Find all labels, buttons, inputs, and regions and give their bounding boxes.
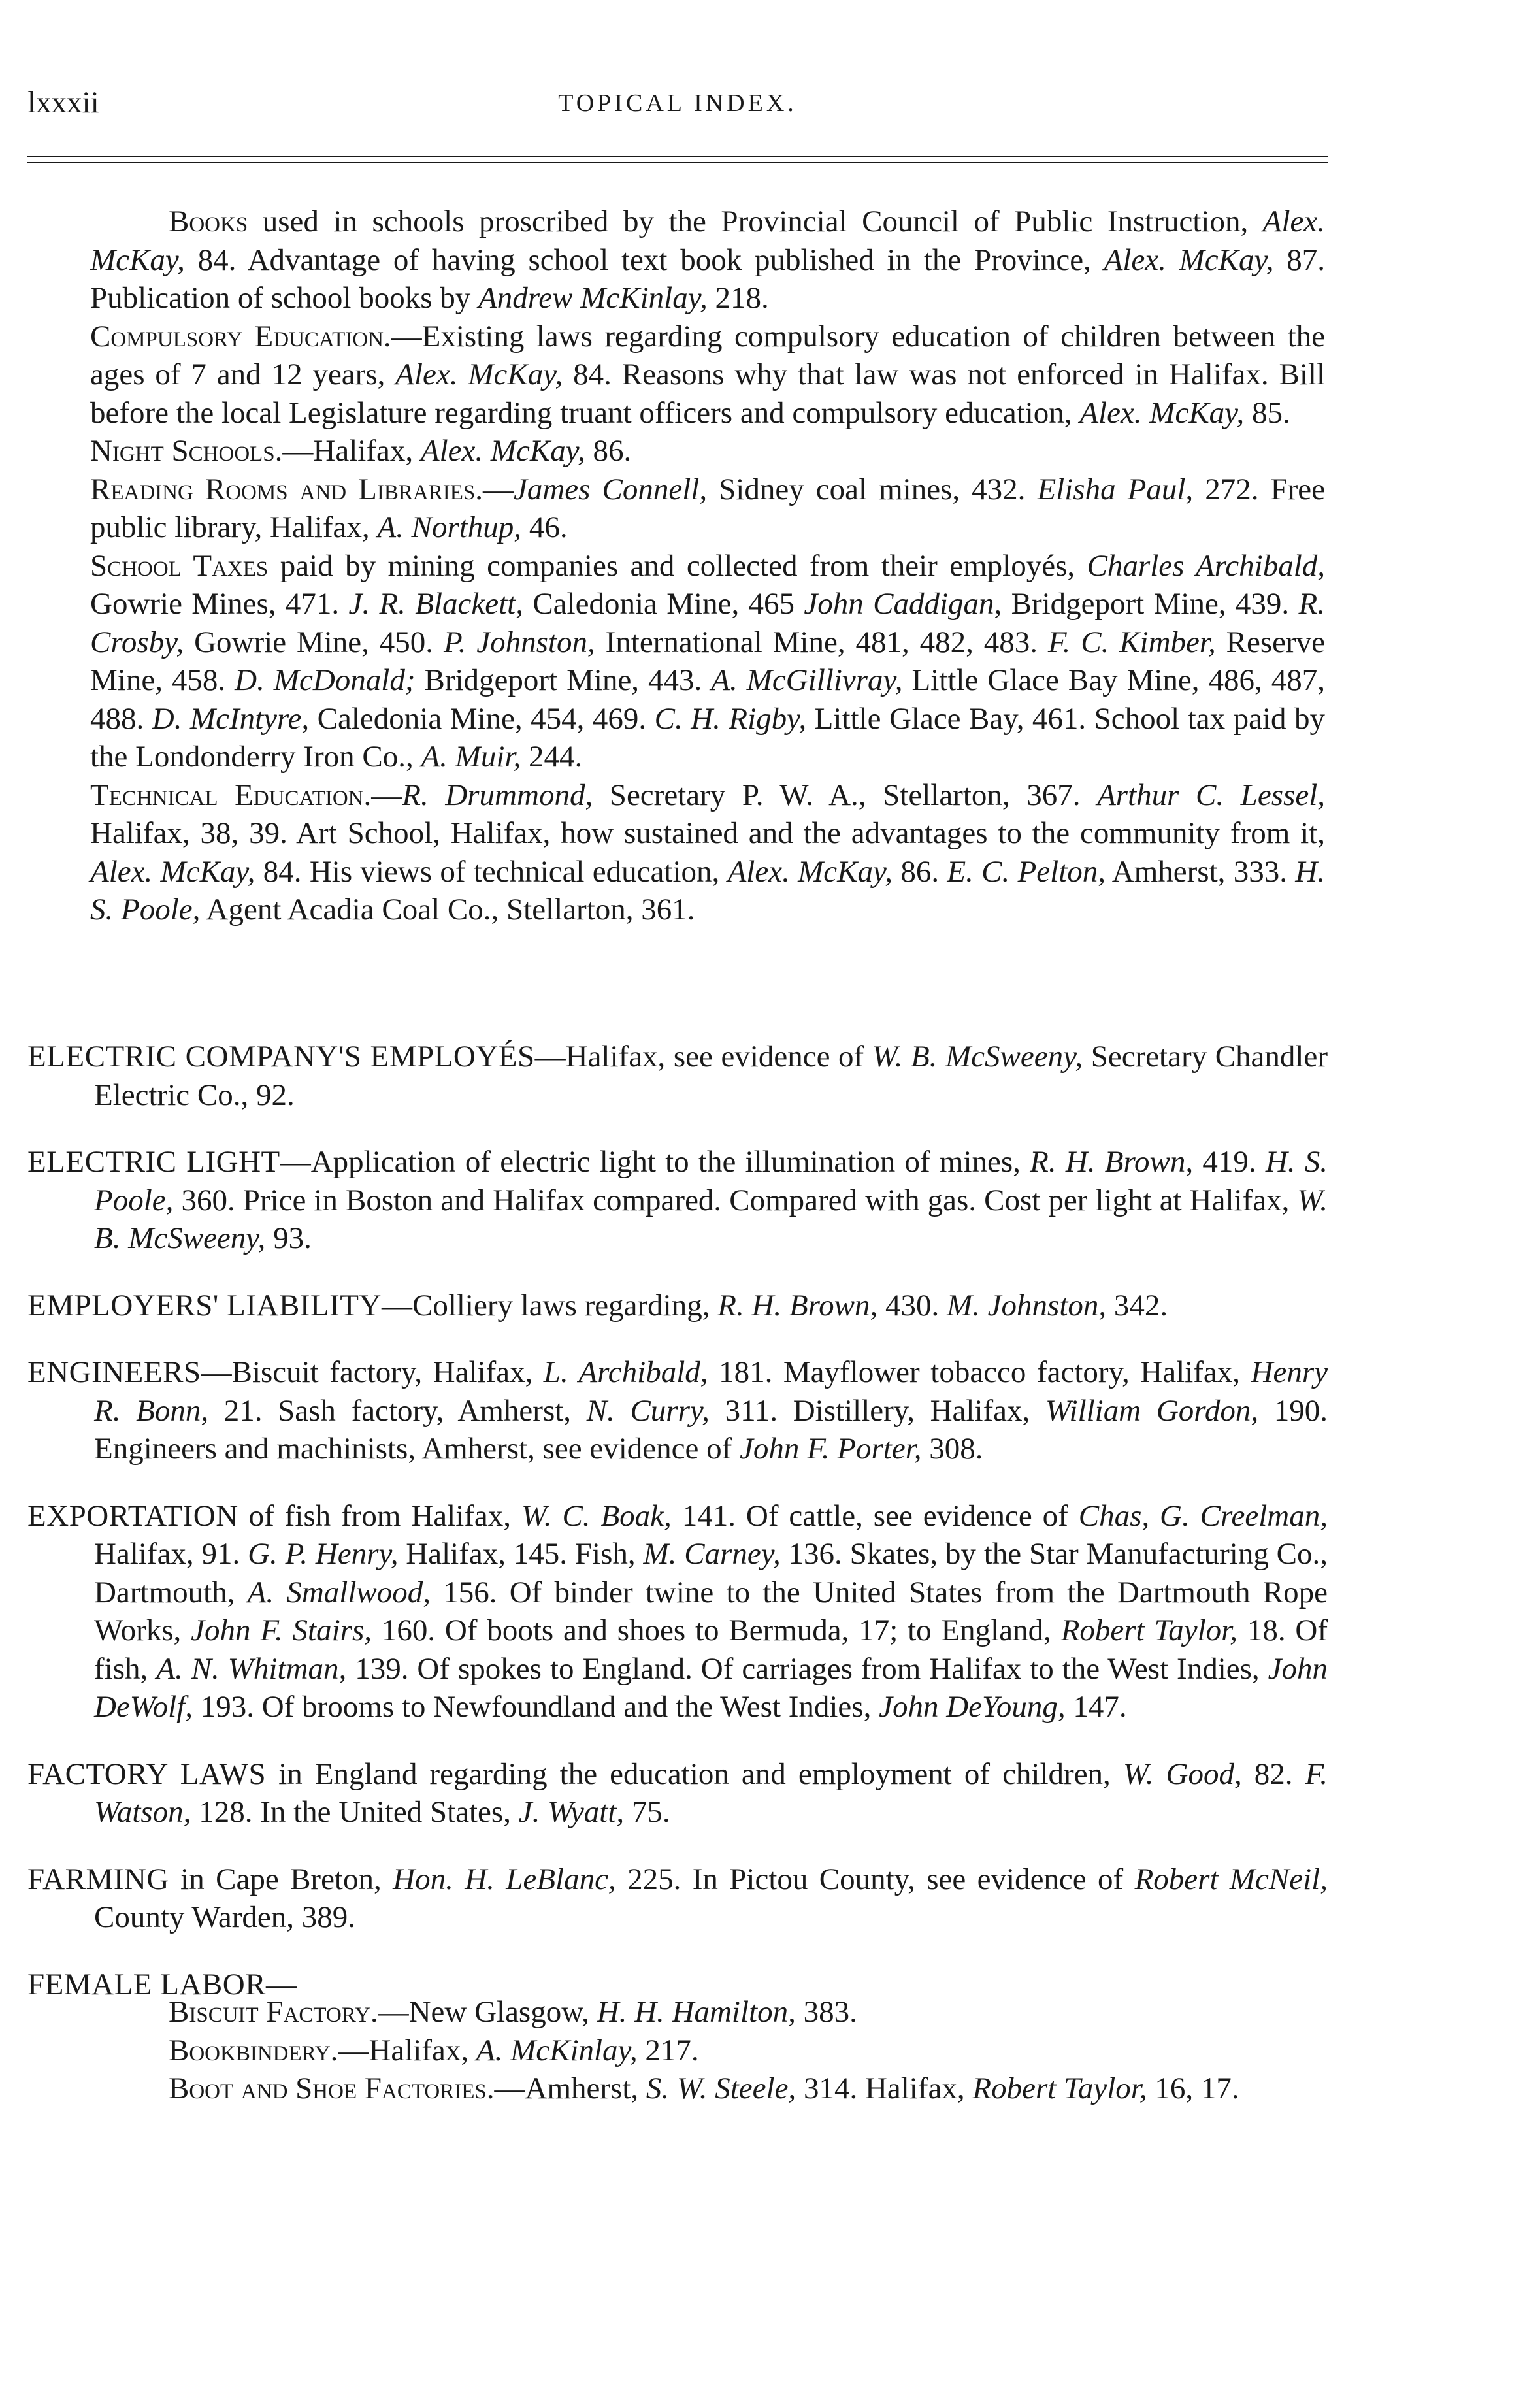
- female-labor-subentries: [90, 1993, 1325, 2108]
- education-subentries: [90, 203, 1325, 929]
- entry-exportation: EXPORTATION of fish from Halifax, W. C. Boak, 141. Of cattle, see evidence of Chas, G. Creelman, Halifax, 91. G. P. Henry, Halifax, 145. Fish, M. Carney, 136. Skates, by the Star Manufacturing Co., Dartmouth, A. Smallwood, 156. Of binder twine to the United States from the Dartmouth Rope Works, John F. Stairs, 160. Of boots and shoes to Bermuda, 17; to England, Robert Taylor, 18. Of fish, A. N. Whitman, 139. Of spokes to England. Of carriages from Halifax to the West Indies, John DeWolf, 193. Of brooms to Newfoundland and the West Indies, John DeYoung, 147.: [27, 1498, 1328, 1724]
- entry-employers-liability: EMPLOYERS' LIABILITY—Colliery laws regarding, R. H. Brown, 430. M. Johnston, 342.: [27, 1288, 1168, 1323]
- subentry-bookbindery: Bookbindery.—Halifax, A. McKinlay, 217.: [169, 2033, 699, 2068]
- entry-female-labor: FEMALE LABOR—: [27, 1967, 297, 2002]
- subentry-night-schools: Night Schools.—Halifax, Alex. McKay, 86.: [90, 434, 632, 468]
- page-header: [27, 85, 1328, 124]
- entry-engineers: ENGINEERS—Biscuit factory, Halifax, L. Archibald, 181. Mayflower tobacco factory, Halifax, Henry R. Bonn, 21. Sash factory, Amherst, N. Curry, 311. Distillery, Halifax, William Gordon, 190. Engineers and machinists, Amherst, see evidence of John F. Porter, 308.: [27, 1355, 1328, 1466]
- running-title: TOPICAL INDEX.: [558, 90, 797, 117]
- subentry-school-taxes: School Taxes paid by mining companies and collected from their employés, Charles Archibald, Gowrie Mines, 471. J. R. Blackett, Caledonia Mine, 465 John Caddigan, Bridgeport Mine, 439. R. Crosby, Gowrie Mine, 450. P. Johnston, International Mine, 481, 482, 483. F. C. Kimber, Reserve Mine, 458. D. McDonald; Bridgeport Mine, 443. A. McGillivray, Little Glace Bay Mine, 486, 487, 488. D. McIntyre, Caledonia Mine, 454, 469. C. H. Rigby, Little Glace Bay, 461. School tax paid by the Londonderry Iron Co., A. Muir, 244.: [90, 548, 1326, 774]
- header-rule-bottom: [27, 162, 1328, 163]
- entry-factory-laws: FACTORY LAWS in England regarding the education and employment of children, W. Good, 82. F. Watson, 128. In the United States, J. Wyatt, 75.: [27, 1756, 1328, 1829]
- entry-electric-light: ELECTRIC LIGHT—Application of electric light to the illumination of mines, R. H. Brown, 419. H. S. Poole, 360. Price in Boston and Halifax compared. Compared with gas. Cost per light at Halifax, W. B. McSweeny, 93.: [27, 1145, 1328, 1255]
- page-number: lxxxii: [27, 86, 99, 120]
- subentry-boot-and-shoe-factories: Boot and Shoe Factories.—Amherst, S. W. Steele, 314. Halifax, Robert Taylor, 16, 17.: [169, 2071, 1239, 2105]
- index-entries: [27, 1038, 1328, 2035]
- subentry-compulsory-education: Compulsory Education.—Existing laws regarding compulsory education of children between the ages of 7 and 12 years, Alex. McKay, 84. Reasons why that law was not enforced in Halifax. Bill before the local Legislature regarding truant officers and compulsory education, Alex. McKay, 85.: [90, 319, 1326, 430]
- header-rule-top: [27, 156, 1328, 157]
- entry-farming: FARMING in Cape Breton, Hon. H. LeBlanc, 225. In Pictou County, see evidence of Robert McNeil, County Warden, 389.: [27, 1862, 1328, 1934]
- subentry-biscuit-factory: Biscuit Factory.—New Glasgow, H. H. Hamilton, 383.: [169, 1995, 857, 2029]
- subentry-reading-rooms: Reading Rooms and Libraries.—James Connell, Sidney coal mines, 432. Elisha Paul, 272. Free public library, Halifax, A. Northup, 46.: [90, 472, 1326, 544]
- entry-electric-company-employes: ELECTRIC COMPANY'S EMPLOYÉS—Halifax, see evidence of W. B. McSweeny, Secretary Chandler Electric Co., 92.: [27, 1040, 1328, 1112]
- subentry-technical-education: Technical Education.—R. Drummond, Secretary P. W. A., Stellarton, 367. Arthur C. Lessel, Halifax, 38, 39. Art School, Halifax, how sustained and the advantages to the community from it, Alex. McKay, 84. His views of technical education, Alex. McKay, 86. E. C. Pelton, Amherst, 333. H. S. Poole, Agent Acadia Coal Co., Stellarton, 361.: [90, 778, 1325, 927]
- subentry-books: Books used in schools proscribed by the Provincial Council of Public Instruction, Alex. McKay, 84. Advantage of having school text book published in the Province, Alex. McKay, 87. Publication of school books by Andrew McKinlay, 218.: [90, 205, 1326, 315]
